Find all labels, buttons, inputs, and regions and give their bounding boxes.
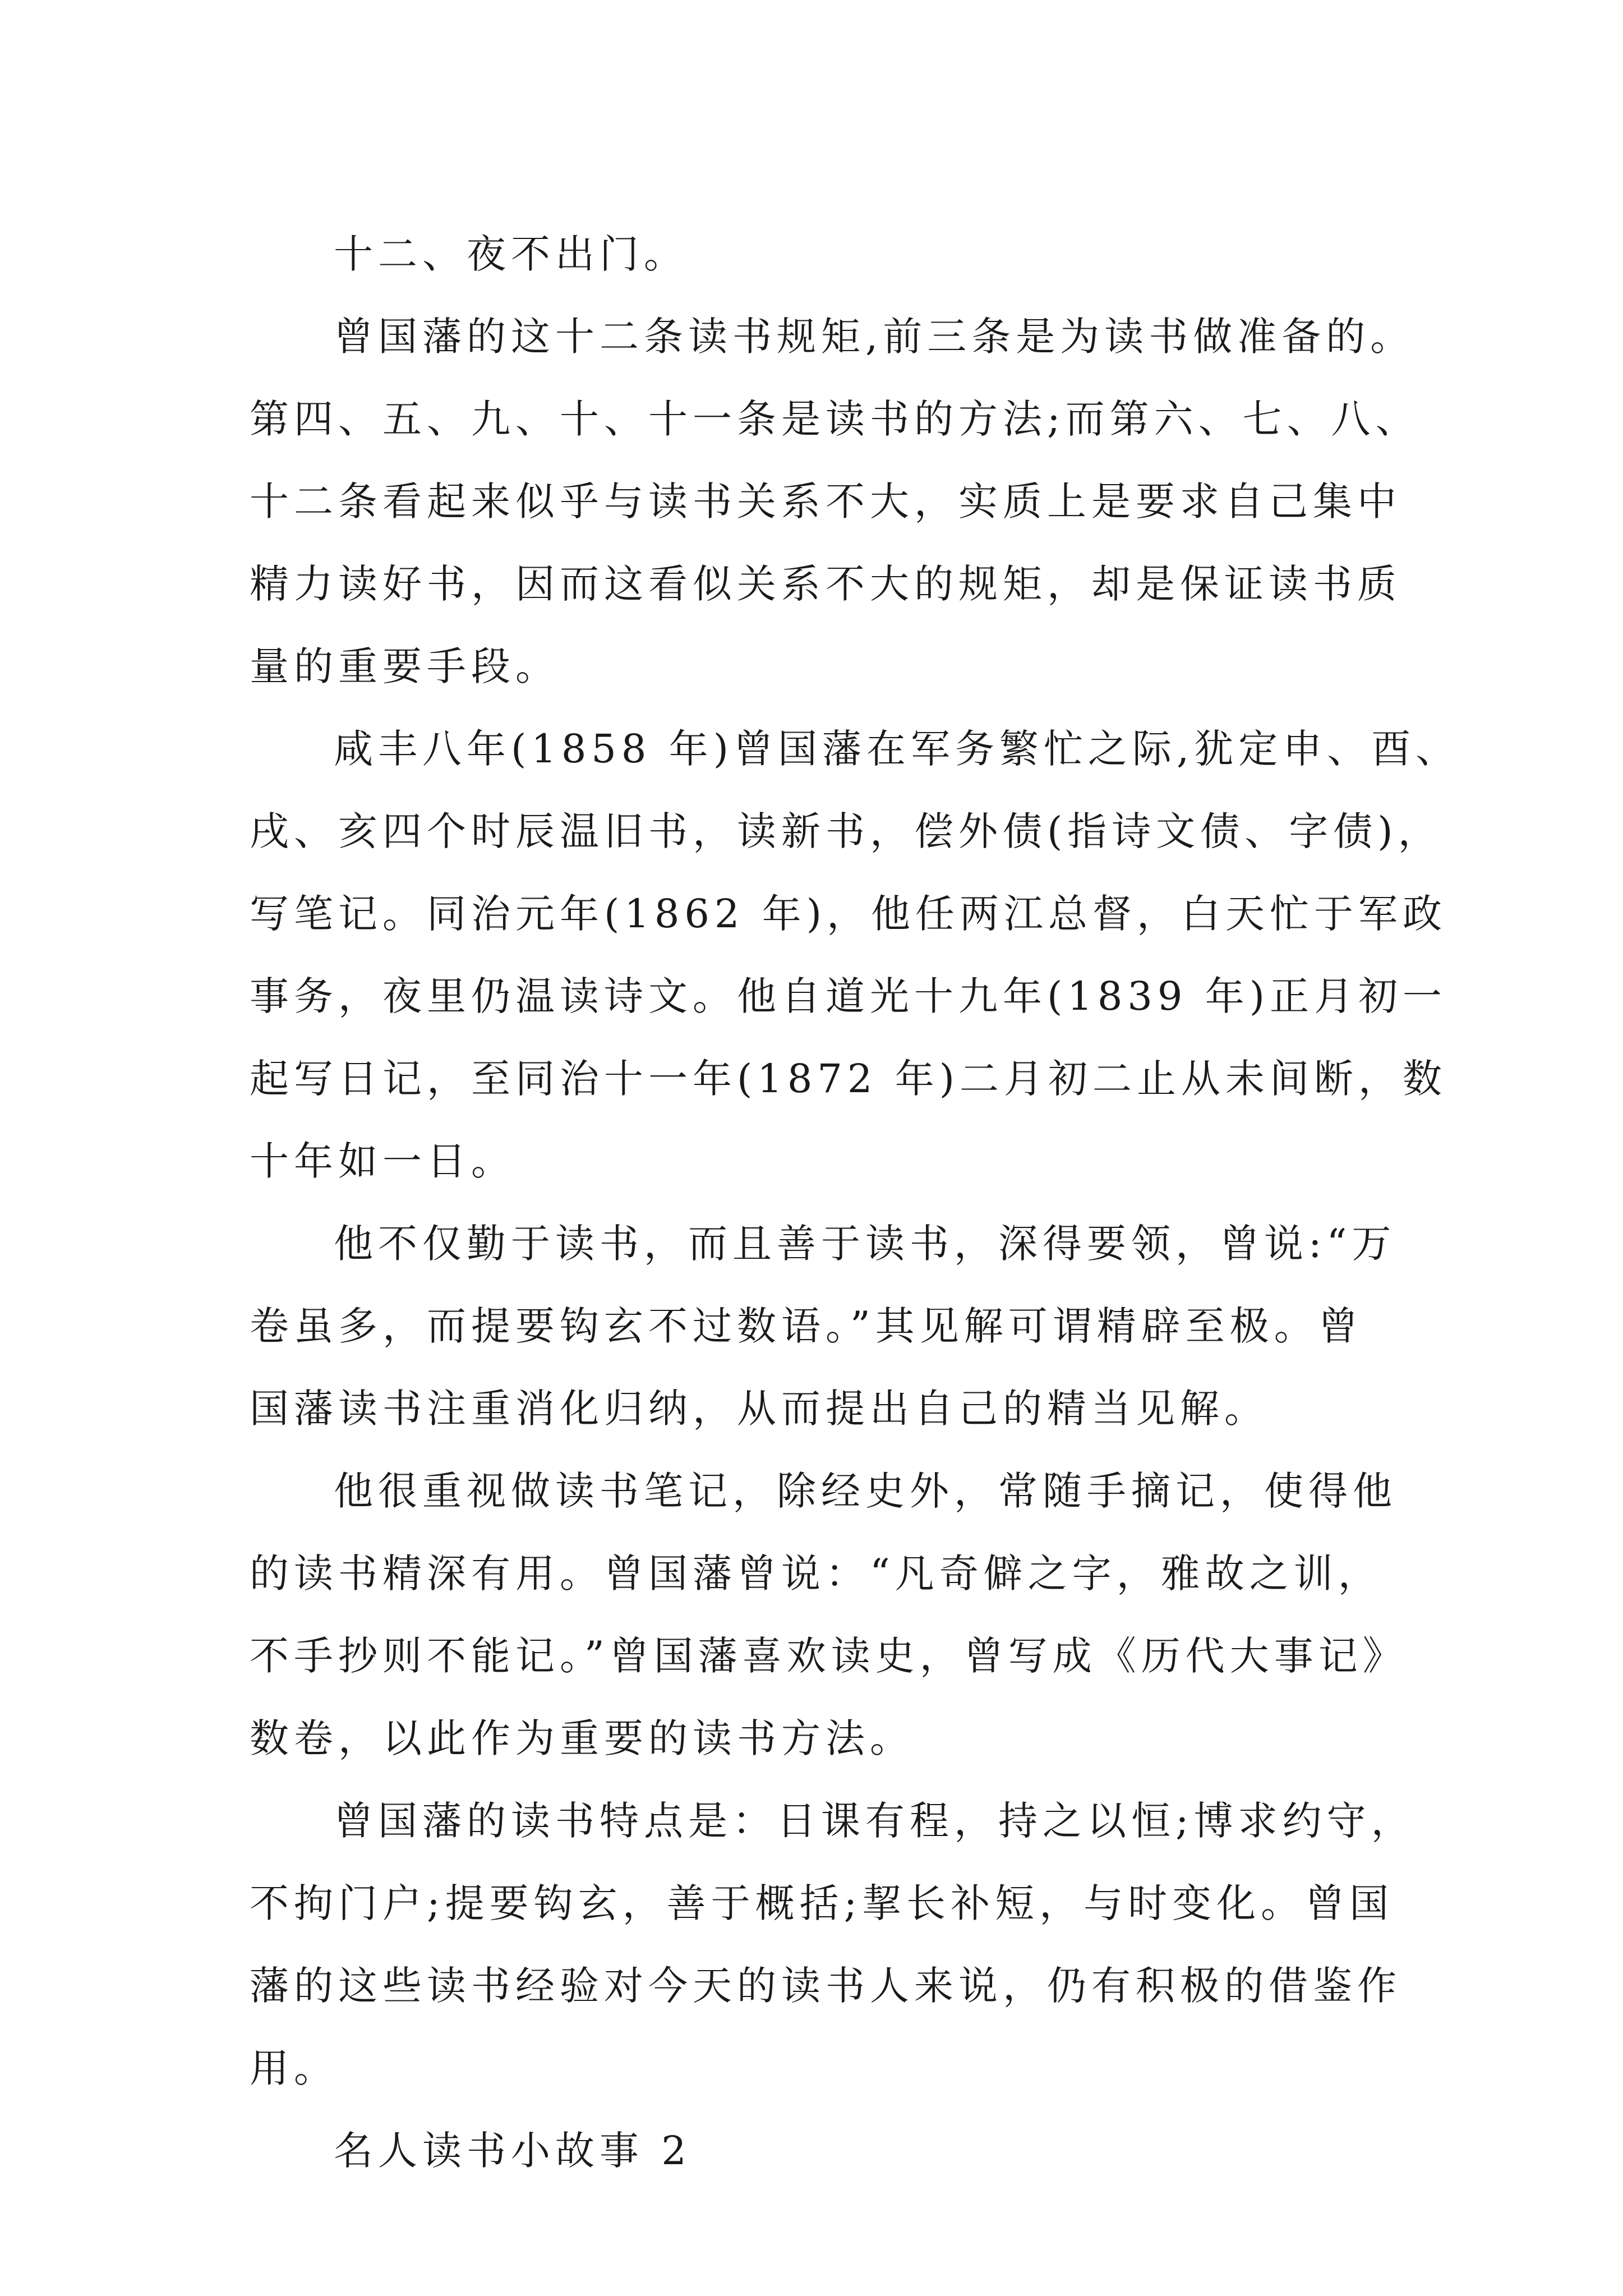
text-line: 曾国藩的读书特点是：日课有程，持之以恒;博求约守，	[334, 1798, 1415, 1844]
section-heading: 名人读书小故事 2	[334, 2128, 691, 2174]
text-line: 事务，夜里仍温读诗文。他自道光十九年(1839 年)正月初一	[250, 973, 1447, 1019]
text-line: 他很重视做读书笔记，除经史外，常随手摘记，使得他	[334, 1468, 1397, 1514]
text-line: 不拘门户;提要钩玄，善于概括;挈长补短，与时变化。曾国	[250, 1880, 1394, 1926]
text-line: 量的重要手段。	[250, 643, 560, 689]
text-line: 十二、夜不出门。	[334, 231, 688, 277]
body-text	[250, 213, 1460, 2192]
text-line: 戌、亥四个时辰温旧书，读新书，偿外债(指诗文债、字债)，	[250, 808, 1442, 854]
text-line: 精力读好书，因而这看似关系不大的规矩，却是保证读书质	[250, 561, 1401, 607]
text-line: 十二条看起来似乎与读书关系不大，实质上是要求自己集中	[250, 478, 1401, 524]
text-line: 写笔记。同治元年(1862 年)，他任两江总督，白天忙于军政	[250, 891, 1447, 937]
text-line: 卷虽多，而提要钩玄不过数语。”其见解可谓精辟至极。曾	[250, 1303, 1363, 1349]
text-line: 不手抄则不能记。”曾国藩喜欢读史，曾写成《历代大事记》	[250, 1633, 1407, 1679]
text-line: 藩的这些读书经验对今天的读书人来说，仍有积极的借鉴作	[250, 1963, 1401, 2009]
text-line: 咸丰八年(1858 年)曾国藩在军务繁忙之际,犹定申、酉、	[334, 726, 1460, 772]
text-line: 的读书精深有用。曾国藩曾说：“凡奇僻之字，雅故之训，	[250, 1550, 1382, 1596]
text-line: 曾国藩的这十二条读书规矩,前三条是为读书做准备的。	[334, 314, 1415, 360]
text-line: 第四、五、九、十、十一条是读书的方法;而第六、七、八、	[250, 396, 1420, 442]
text-line: 他不仅勤于读书，而且善于读书，深得要领，曾说:“万	[334, 1221, 1396, 1267]
text-line: 数卷，以此作为重要的读书方法。	[250, 1715, 914, 1761]
text-line: 起写日记，至同治十一年(1872 年)二月初二止从未间断，数	[250, 1056, 1447, 1102]
text-line: 十年如一日。	[250, 1138, 515, 1184]
text-line: 用。	[250, 2045, 338, 2091]
text-line: 国藩读书注重消化归纳，从而提出自己的精当见解。	[250, 1386, 1269, 1432]
